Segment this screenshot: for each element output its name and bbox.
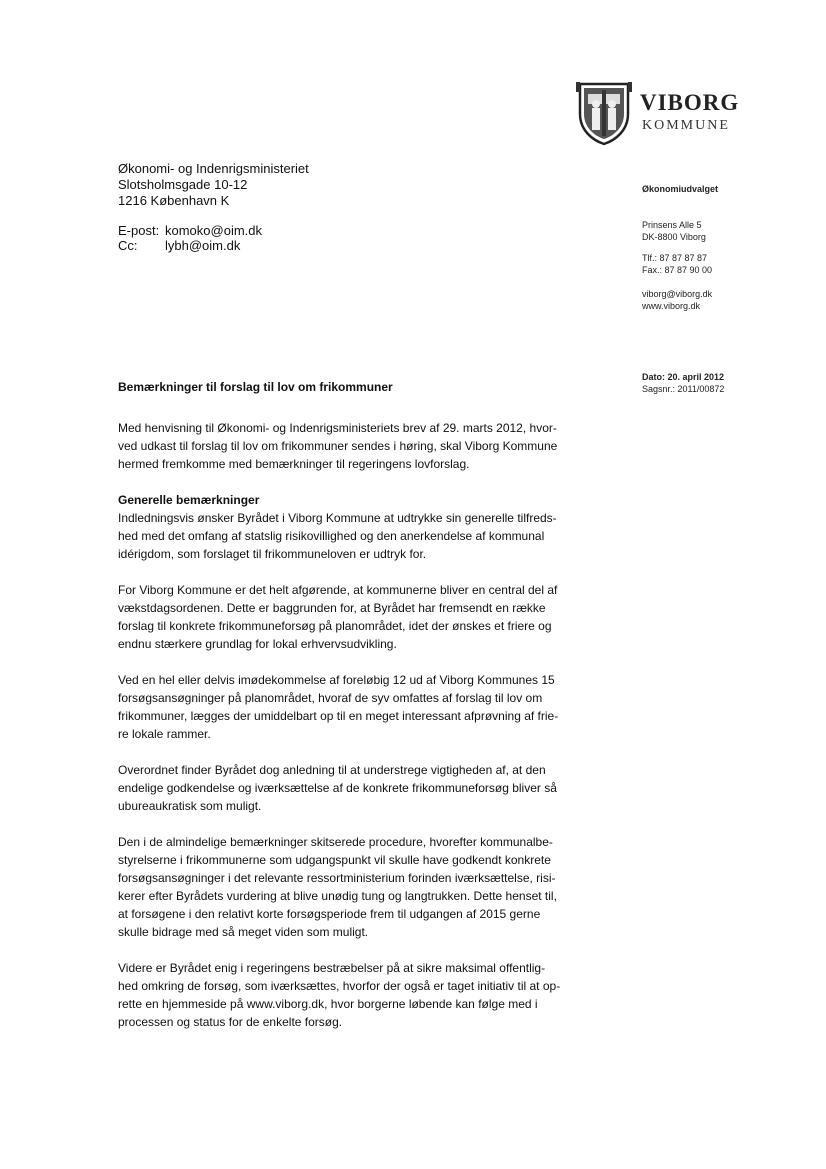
text-line: rette en hjemmeside på www.viborg.dk, hvor borgerne løbende kan følge med i [118, 997, 538, 1011]
text-line: Ved en hel eller delvis imødekommelse af foreløbig 12 ud af Viborg Kommunes 15 [118, 673, 555, 687]
cc-value[interactable]: lybh@oim.dk [165, 238, 241, 253]
paragraph [118, 491, 608, 563]
paragraph [118, 581, 608, 653]
sender-fax: Fax.: 87 87 90 00 [642, 265, 713, 275]
recipient-contact [118, 223, 262, 253]
sender-phone: Tlf.: 87 87 87 87 [642, 253, 708, 263]
letter-date: Dato: 20. april 2012 [642, 372, 725, 382]
sender-meta [642, 371, 724, 395]
sender-street: Prinsens Alle 5 [642, 220, 702, 230]
case-number: Sagsnr.: 2011/00872 [642, 384, 725, 394]
sender-department: Økonomiudvalget [642, 184, 719, 194]
cc-row [118, 238, 262, 253]
text-line: ubureaukratisk som muligt. [118, 799, 262, 813]
logo-name: VIBORG [640, 90, 740, 115]
text-line: endnu stærkere grundlag for lokal erhvervsudvikling. [118, 637, 397, 651]
text-line: For Viborg Kommune er det helt afgørende, at kommunerne bliver en central del af [118, 583, 558, 597]
section-heading: Generelle bemærkninger [118, 493, 260, 507]
text-line: hed omkring de forsøg, som iværksættes, hvorfor der også er taget initiativ til at op- [118, 979, 561, 993]
email-value[interactable]: komoko@oim.dk [165, 223, 263, 238]
text-line: kerer efter Byrådets vurdering at blive unødig tung og langtrukken. Dette henset til, [118, 889, 557, 903]
letter-subject: Bemærkninger til forslag til lov om frikommuner [118, 380, 393, 394]
text-line: Videre er Byrådet enig i regeringens bestræbelser på at sikre maksimal offentlig- [118, 961, 546, 975]
text-line: at forsøgene i den relativt korte forsøgsperiode frem til udgangen af 2015 gerne [118, 907, 541, 921]
paragraph [118, 833, 608, 941]
email-row [118, 223, 262, 238]
text-line: ved udkast til forslag til lov om frikommuner sendes i høring, skal Viborg Kommune [118, 439, 558, 453]
text-line: forsøgsansøgninger i det relevante ressortministerium forinden iværksættelse, risi- [118, 871, 556, 885]
coat-of-arms-icon [576, 80, 632, 146]
sender-address [642, 219, 706, 243]
email-label: E-post: [118, 223, 160, 238]
text-line: hed med det omfang af statslig risikovillighed og den anerkendelse af kommunal [118, 529, 545, 543]
viborg-logo [576, 80, 740, 146]
text-line: idérigdom, som forslaget til frikommuneloven er udtryk for. [118, 547, 427, 561]
text-line: Den i de almindelige bemærkninger skitserede procedure, hvorefter kommunalbe- [118, 835, 553, 849]
cc-label: Cc: [118, 238, 138, 253]
recipient-line: Slotsholmsgade 10-12 [118, 177, 248, 192]
recipient-line: 1216 København K [118, 193, 230, 208]
paragraph [118, 959, 608, 1031]
sender-phones [642, 252, 712, 276]
text-line: endelige godkendelse og iværksættelse af de konkrete frikommuneforsøg bliver så [118, 781, 557, 795]
text-line: Med henvisning til Økonomi- og Indenrigsministeriets brev af 29. marts 2012, hvor- [118, 421, 557, 435]
text-line: forslag til konkrete frikommuneforsøg på planområdet, idet der ønskes et friere og [118, 619, 552, 633]
text-line: styrelserne i frikommunerne som udgangspunkt vil skulle have godkendt konkrete [118, 853, 551, 867]
recipient-line: Økonomi- og Indenrigsministeriet [118, 161, 309, 176]
text-line: Indledningsvis ønsker Byrådet i Viborg Kommune at udtrykke sin generelle tilfreds- [118, 511, 557, 525]
text-line: frikommuner, lægges der umiddelbart op til en meget interessant afprøvning af frie- [118, 709, 559, 723]
text-line: skulle bidrage med så meget viden som muligt. [118, 925, 369, 939]
sender-city: DK-8800 Viborg [642, 232, 706, 242]
letter-body [118, 419, 608, 1049]
sender-online [642, 288, 712, 312]
logo-subtitle: KOMMUNE [642, 118, 730, 133]
recipient-address [118, 161, 309, 209]
text-line: processen og status for de enkelte forsøg. [118, 1015, 343, 1029]
text-line: forsøgsansøgninger på planområdet, hvoraf de syv omfattes af forslag til lov om [118, 691, 543, 705]
text-line: vækstdagsordenen. Dette er baggrunden for, at Byrådet har fremsendt en række [118, 601, 546, 615]
sender-email[interactable]: viborg@viborg.dk [642, 289, 713, 299]
paragraph [118, 761, 608, 815]
paragraph [118, 419, 608, 473]
text-line: re lokale rammer. [118, 727, 211, 741]
text-line: Overordnet finder Byrådet dog anledning til at understrege vigtigheden af, at den [118, 763, 546, 777]
paragraph [118, 671, 608, 743]
sender-web[interactable]: www.viborg.dk [642, 301, 701, 311]
text-line: hermed fremkomme med bemærkninger til regeringens lovforslag. [118, 457, 470, 471]
